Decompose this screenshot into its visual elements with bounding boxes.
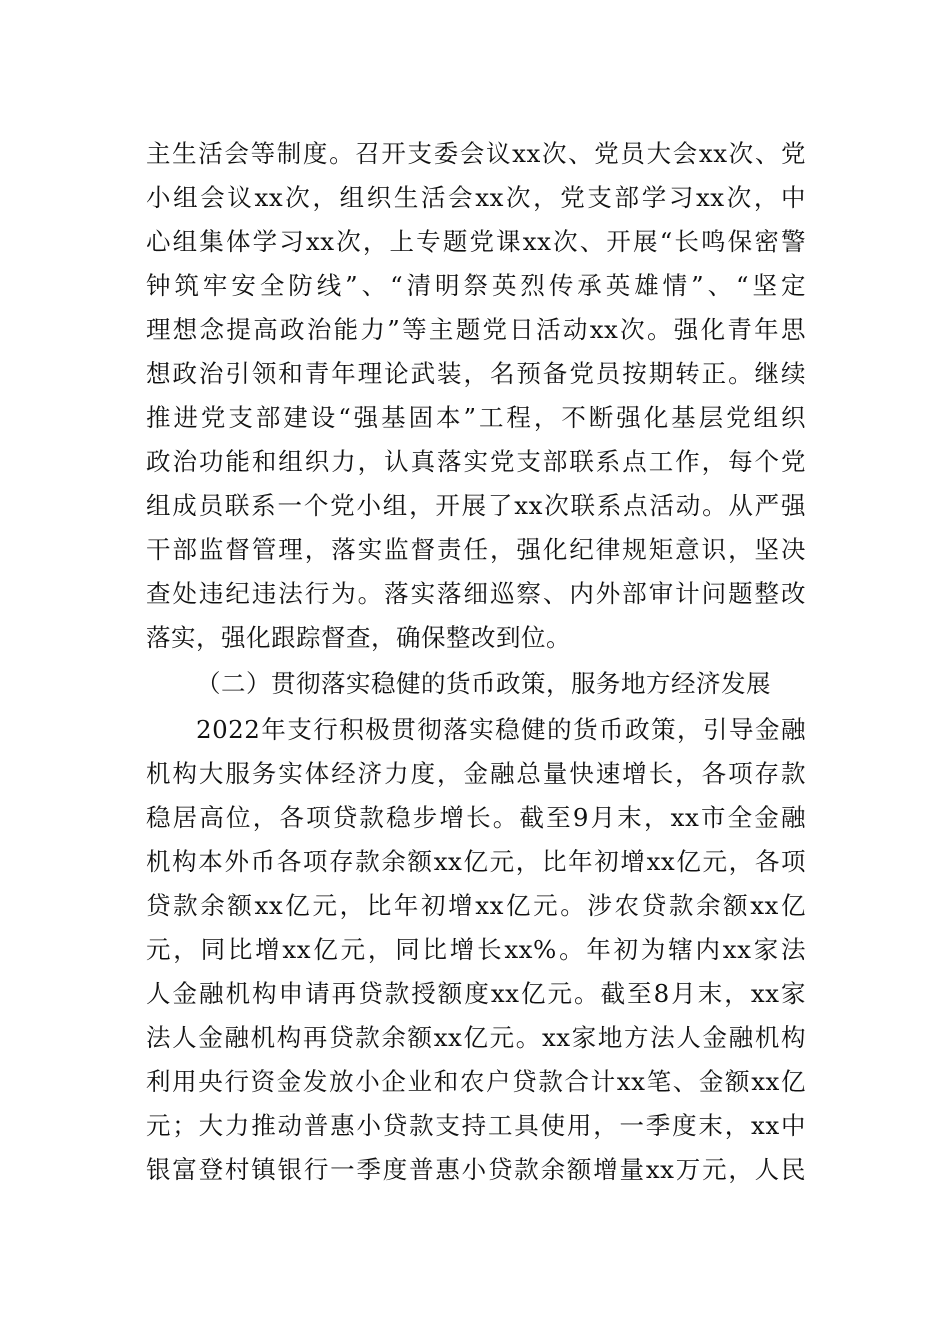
body-text-line: 干部监督管理，落实监督责任，强化纪律规矩意识，坚决: [146, 535, 806, 564]
body-text-line: 主生活会等制度。召开支委会议xx次、党员大会xx次、党: [146, 139, 806, 168]
body-text-line: 机构大服务实体经济力度，金融总量快速增长，各项存款: [146, 759, 806, 788]
body-text-line: 法人金融机构再贷款余额xx亿元。xx家地方法人金融机构: [146, 1023, 806, 1052]
body-text-line: 利用央行资金发放小企业和农户贷款合计xx笔、金额xx亿: [146, 1067, 806, 1096]
body-text-line: 银富登村镇银行一季度普惠小贷款余额增量xx万元，人民: [146, 1155, 806, 1184]
body-text-line: 元；大力推动普惠小贷款支持工具使用，一季度末，xx中: [146, 1111, 806, 1140]
body-text-line: 落实，强化跟踪督查，确保整改到位。: [146, 623, 571, 652]
body-text-line: 推进党支部建设“强基固本”工程，不断强化基层党组织: [146, 403, 806, 432]
body-text-line: 政治功能和组织力，认真落实党支部联系点工作，每个党: [146, 447, 806, 476]
body-text-line: 元，同比增xx亿元，同比增长xx%。年初为辖内xx家法: [146, 935, 806, 964]
body-text-line: 想政治引领和青年理论武装，名预备党员按期转正。继续: [146, 359, 806, 388]
body-text-line: 钟筑牢安全防线”、“清明祭英烈传承英雄情”、“坚定: [146, 271, 806, 300]
body-text-line: 贷款余额xx亿元，比年初增xx亿元。涉农贷款余额xx亿: [146, 891, 806, 920]
section-heading: （二）贯彻落实稳健的货币政策，服务地方经济发展: [196, 669, 771, 698]
body-text-line: 小组会议xx次，组织生活会xx次，党支部学习xx次，中: [146, 183, 806, 212]
body-text-line: 稳居高位，各项贷款稳步增长。截至9月末，xx市全金融: [146, 803, 806, 832]
body-text-line: 人金融机构申请再贷款授额度xx亿元。截至8月末，xx家: [146, 979, 806, 1008]
body-text-line: 理想念提高政治能力”等主题党日活动xx次。强化青年思: [146, 315, 806, 344]
paragraph-first-line: 2022年支行积极贯彻落实稳健的货币政策，引导金融: [196, 715, 806, 744]
body-text-line: 机构本外币各项存款余额xx亿元，比年初增xx亿元，各项: [146, 847, 806, 876]
body-text-line: 查处违纪违法行为。落实落细巡察、内外部审计问题整改: [146, 579, 806, 608]
body-text-line: 组成员联系一个党小组，开展了xx次联系点活动。从严强: [146, 491, 806, 520]
body-text-line: 心组集体学习xx次，上专题党课xx次、开展“长鸣保密警: [146, 227, 806, 256]
